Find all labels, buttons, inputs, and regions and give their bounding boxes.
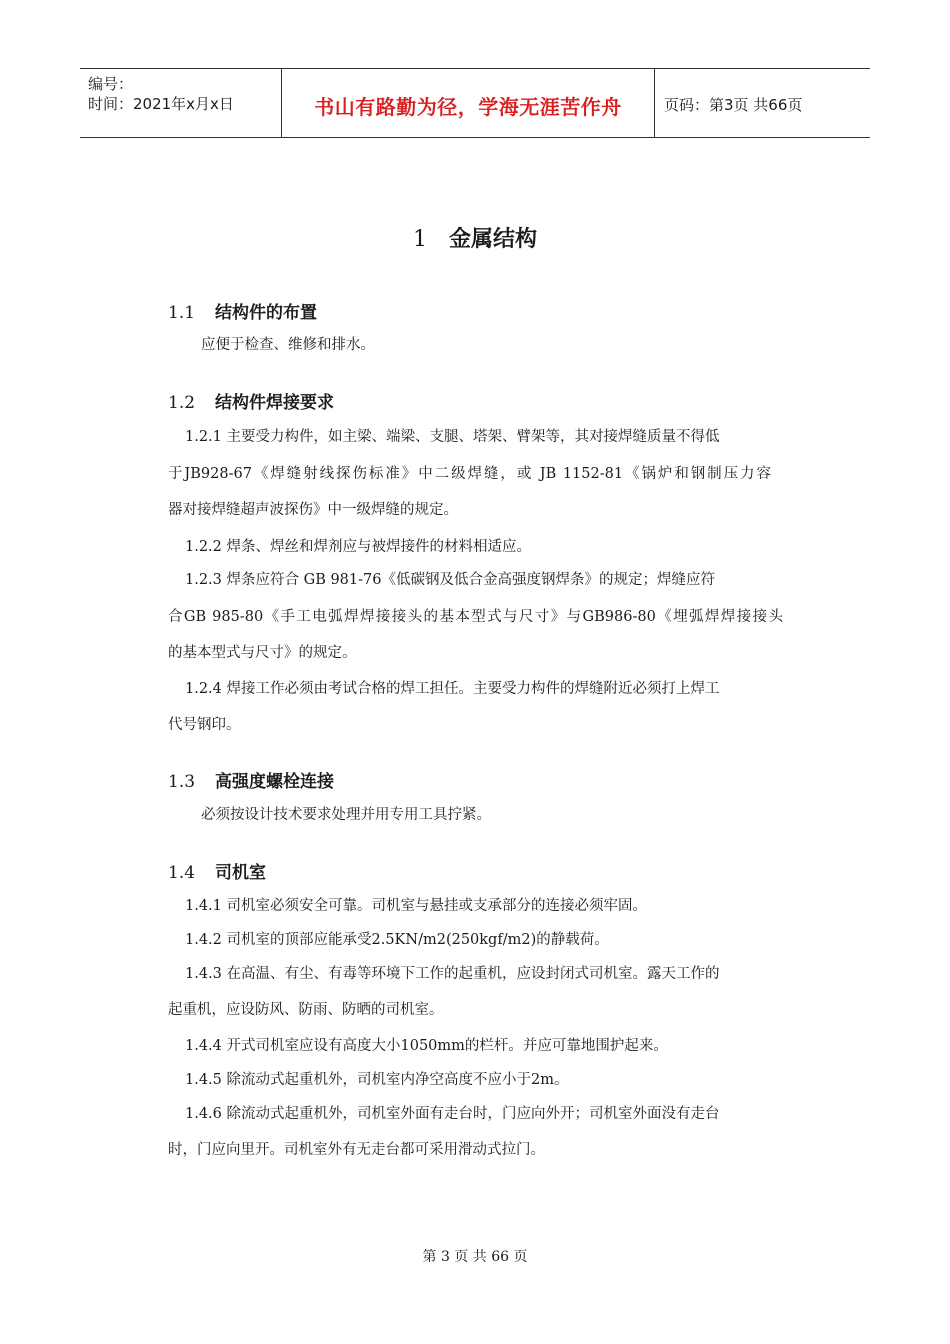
section-heading: [168, 767, 334, 792]
paragraph-line: 必须按设计技术要求处理并用专用工具拧紧。: [201, 807, 491, 823]
chapter-title-text: 金属结构: [448, 227, 537, 252]
chapter-number: 1: [412, 227, 427, 252]
paragraph-line: 1.2.1 主要受力构件，如主梁、端梁、支腿、塔架、臂架等，其对接焊缝质量不得低: [185, 429, 720, 445]
section-heading: [168, 298, 317, 323]
section-number: 1.3: [168, 772, 196, 792]
chapter-title: [0, 222, 950, 253]
page-code: 页码：第3页 共66页: [664, 96, 803, 114]
paragraph-line: 1.4.1 司机室必须安全可靠。司机室与悬挂或支承部分的连接必须牢固。: [185, 898, 648, 914]
paragraph-line: 1.2.3 焊条应符合 GB 981-76《低碳钢及低合金高强度钢焊条》的规定；焊缝应符: [185, 572, 715, 588]
page-header: [80, 68, 870, 138]
paragraph-line: 于JB928-67《焊缝射线探伤标准》中二级焊缝，或 JB 1152-81《锅炉和钢制压力容: [168, 466, 771, 482]
paragraph-line: 1.4.3 在高温、有尘、有毒等环境下工作的起重机，应设封闭式司机室。露天工作的: [185, 966, 720, 982]
paragraph-line: 应便于检查、维修和排水。: [201, 337, 375, 353]
paragraph-line: 代号钢印。: [168, 717, 241, 733]
number-label: 编号：: [88, 75, 134, 93]
paragraph-line: 1.2.4 焊接工作必须由考试合格的焊工担任。主要受力构件的焊缝附近必须打上焊工: [185, 681, 720, 697]
motto-text: 书山有路勤为径，学海无涯苦作舟: [314, 95, 622, 119]
section-title: 结构件的布置: [215, 303, 317, 323]
page-footer: 第 3 页 共 66 页: [422, 1249, 528, 1265]
paragraph-line: 时，门应向里开。司机室外有无走台都可采用滑动式拉门。: [168, 1142, 545, 1158]
section-title: 高强度螺栓连接: [215, 772, 334, 792]
paragraph-line: 1.2.2 焊条、焊丝和焊剂应与被焊接件的材料相适应。: [185, 539, 532, 555]
paragraph-line: 的基本型式与尺寸》的规定。: [168, 645, 357, 661]
section-number: 1.2: [168, 393, 196, 413]
header-page-cell: [654, 69, 870, 137]
paragraph-line: 1.4.6 除流动式起重机外，司机室外面有走台时，门应向外开；司机室外面没有走台: [185, 1106, 720, 1122]
paragraph-line: 1.4.4 开式司机室应设有高度大小1050mm的栏杆。并应可靠地围护起来。: [185, 1038, 668, 1054]
section-title: 结构件焊接要求: [215, 393, 334, 413]
time-label: 时间：2021年x月x日: [88, 95, 234, 113]
section-heading: [168, 388, 334, 413]
paragraph-line: 器对接焊缝超声波探伤》中一级焊缝的规定。: [168, 502, 458, 518]
section-number: 1.4: [168, 863, 196, 883]
paragraph-line: 起重机，应设防风、防雨、防晒的司机室。: [168, 1002, 444, 1018]
paragraph-line: 1.4.5 除流动式起重机外，司机室内净空高度不应小于2m。: [185, 1072, 569, 1088]
paragraph-line: 合GB 985-80《手工电弧焊焊接接头的基本型式与尺寸》与GB986-80《埋弧焊焊接接头: [168, 609, 783, 625]
section-number: 1.1: [168, 303, 196, 323]
header-info-cell: [80, 69, 280, 137]
section-title: 司机室: [215, 863, 266, 883]
section-heading: [168, 858, 266, 883]
paragraph-line: 1.4.2 司机室的顶部应能承受2.5KN/m2(250kgf/m2)的静载荷。: [185, 932, 609, 948]
header-motto-cell: [281, 69, 655, 137]
